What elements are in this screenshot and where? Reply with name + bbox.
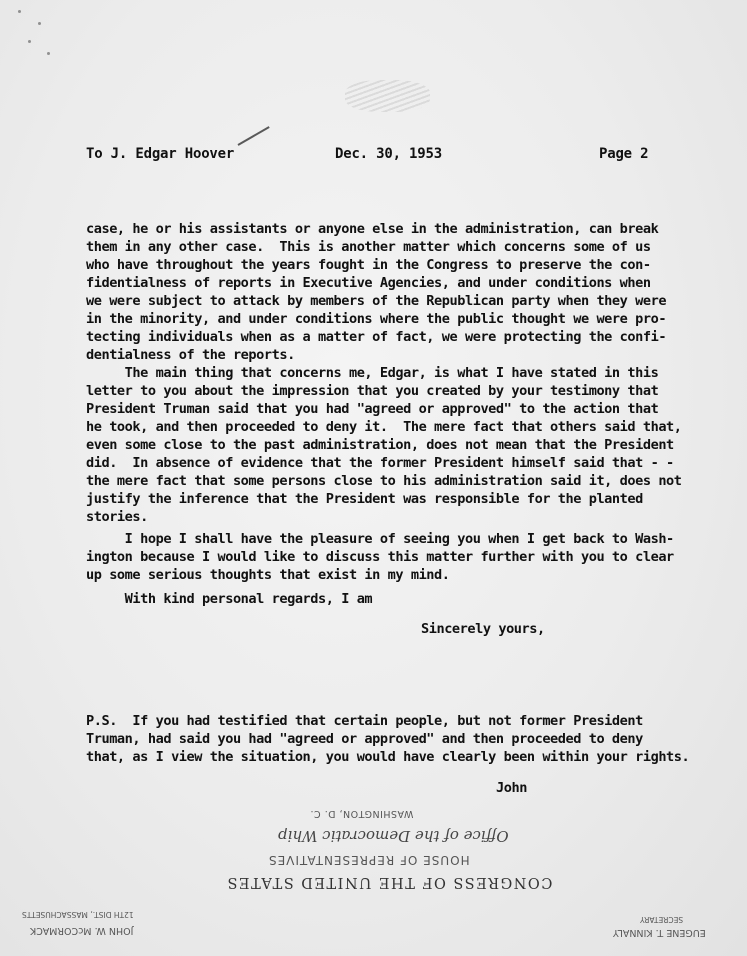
body-line: who have throughout the years fought in the Congress to preserve the con- bbox=[86, 257, 651, 273]
body-line: up some serious thoughts that exist in my mind. bbox=[86, 567, 450, 583]
postscript-line: Truman, had said you had "agreed or approved" and then proceeded to deny bbox=[86, 731, 643, 747]
letterhead-house: HOUSE OF REPRESENTATIVES bbox=[268, 853, 470, 867]
body-line: did. In absence of evidence that the former President himself said that - - bbox=[86, 455, 674, 471]
body-line: we were subject to attack by members of the Republican party when they were bbox=[86, 293, 667, 309]
signature-name: John bbox=[496, 780, 527, 796]
body-line: he took, and then proceeded to deny it. The mere fact that others said that, bbox=[86, 419, 682, 435]
body-line: justify the inference that the President was responsible for the planted bbox=[86, 491, 643, 507]
letterhead-city: WASHINGTON, D. C. bbox=[310, 808, 414, 819]
letterhead-district: 12TH DIST., MASSACHUSETTS bbox=[22, 910, 134, 919]
letterhead-right-title: SECRETARY bbox=[640, 915, 684, 924]
recipient-line: To J. Edgar Hoover bbox=[86, 146, 235, 162]
body-line: I hope I shall have the pleasure of seeing you when I get back to Wash- bbox=[86, 531, 674, 547]
body-line: letter to you about the impression that you created by your testimony that bbox=[86, 383, 659, 399]
body-line: case, he or his assistants or anyone else in the administration, can break bbox=[86, 221, 659, 237]
body-line: President Truman said that you had "agreed or approved" to the action that bbox=[86, 401, 659, 417]
postscript-line: that, as I view the situation, you would have clearly been within your rights. bbox=[86, 749, 690, 765]
body-line: ington because I would like to discuss this matter further with you to clear bbox=[86, 549, 674, 565]
postscript-line: P.S. If you had testified that certain people, but not former President bbox=[86, 713, 643, 729]
letterhead-left-name: JOHN W. McCORMACK bbox=[30, 925, 134, 936]
body-line: in the minority, and under conditions where the public thought we were pro- bbox=[86, 311, 667, 327]
body-line: dentialness of the reports. bbox=[86, 347, 295, 363]
letterhead-office: Office of the Democratic Whip bbox=[278, 827, 509, 845]
page-number: Page 2 bbox=[599, 146, 649, 162]
body-line: The main thing that concerns me, Edgar, is what I have stated in this bbox=[86, 365, 659, 381]
letterhead-right-name: EUGENE T. KINNALY bbox=[613, 927, 706, 938]
body-line: fidentialness of reports in Executive Agencies, and under conditions when bbox=[86, 275, 651, 291]
body-line: even some close to the past administration, does not mean that the President bbox=[86, 437, 674, 453]
body-line: them in any other case. This is another matter which concerns some of us bbox=[86, 239, 651, 255]
body-line: tecting individuals when as a matter of fact, we were protecting the confi- bbox=[86, 329, 667, 345]
letterhead-congress: CONGRESS OF THE UNITED STATES bbox=[226, 874, 553, 890]
letter-date: Dec. 30, 1953 bbox=[335, 146, 442, 162]
body-line: stories. bbox=[86, 509, 148, 525]
complimentary-close: Sincerely yours, bbox=[421, 621, 545, 637]
body-line: the mere fact that some persons close to his administration said it, does not bbox=[86, 473, 682, 489]
closing-regards: With kind personal regards, I am bbox=[86, 591, 373, 607]
